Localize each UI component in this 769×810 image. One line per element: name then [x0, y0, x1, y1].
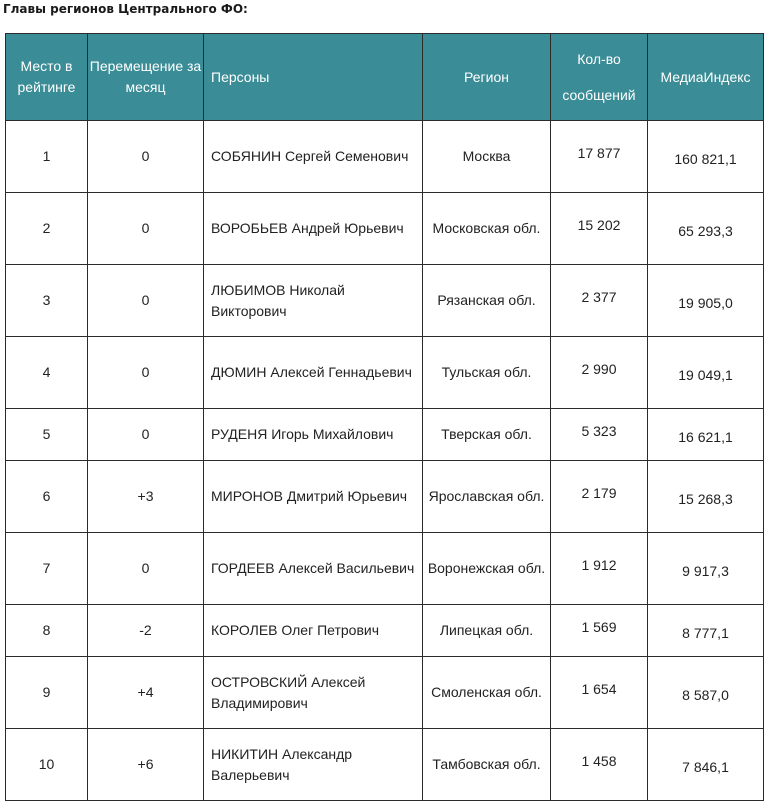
table-row: [6, 121, 764, 193]
cell-rank-text: 2: [42, 220, 51, 236]
cell-count: [551, 657, 648, 729]
cell-index: [648, 461, 764, 533]
cell-region-text: Смоленская обл.: [431, 684, 542, 700]
header-region: Регион: [423, 34, 551, 121]
cell-rank-text: 9: [42, 684, 51, 700]
cell-person: [204, 337, 423, 409]
cell-count-text: 1 912: [581, 557, 617, 573]
cell-rank: [6, 337, 88, 409]
cell-region-text: Московская обл.: [432, 220, 541, 236]
table-row: [6, 729, 764, 801]
header-move: Перемещение за месяц: [88, 34, 204, 121]
cell-region: [423, 461, 551, 533]
cell-count: [551, 533, 648, 605]
cell-count-text: 1 458: [581, 753, 617, 769]
cell-count: [551, 605, 648, 657]
cell-person-text: ГОРДЕЕВ Алексей Васильевич: [211, 560, 415, 576]
cell-index-text: 8 587,0: [682, 687, 729, 703]
cell-move: [88, 461, 204, 533]
header-rank: Место в рейтинге: [6, 34, 88, 121]
cell-person-text: КОРОЛЕВ Олег Петрович: [211, 622, 380, 638]
cell-person: [204, 657, 423, 729]
cell-move-text: 0: [141, 364, 150, 380]
cell-move-text: 0: [141, 220, 150, 236]
cell-rank: [6, 533, 88, 605]
cell-region: [423, 337, 551, 409]
cell-rank: [6, 461, 88, 533]
table-row: [6, 409, 764, 461]
cell-region-text: Москва: [462, 148, 511, 164]
cell-move-text: 0: [141, 426, 150, 442]
cell-count-text: 1 569: [581, 619, 617, 635]
cell-rank: [6, 265, 88, 337]
cell-region-text: Тульская обл.: [441, 364, 532, 380]
cell-index-text: 19 905,0: [678, 295, 733, 311]
cell-index-text: 160 821,1: [674, 151, 737, 167]
cell-count-text: 15 202: [577, 217, 621, 233]
table-row: [6, 337, 764, 409]
table-header-row: [6, 34, 764, 121]
cell-person: [204, 121, 423, 193]
cell-region-text: Рязанская обл.: [437, 292, 536, 308]
cell-person-text: ДЮМИН Алексей Геннадьевич: [211, 364, 412, 380]
header-count: [551, 34, 648, 121]
cell-move-text: -2: [139, 622, 152, 638]
cell-rank: [6, 657, 88, 729]
cell-region: [423, 657, 551, 729]
cell-rank-text: 3: [42, 292, 51, 308]
table-row: [6, 193, 764, 265]
cell-move: [88, 729, 204, 801]
cell-move: [88, 657, 204, 729]
cell-index-text: 8 777,1: [682, 625, 729, 641]
cell-rank-text: 6: [42, 488, 51, 504]
cell-index-text: 19 049,1: [678, 367, 733, 383]
ranking-table: [5, 33, 764, 801]
cell-rank-text: 10: [38, 756, 55, 772]
cell-region-text: Тамбовская обл.: [432, 756, 541, 772]
cell-rank-text: 4: [42, 364, 51, 380]
cell-index-text: 16 621,1: [678, 429, 733, 445]
cell-person: [204, 409, 423, 461]
table-row: [6, 461, 764, 533]
cell-person-text: СОБЯНИН Сергей Семенович: [211, 148, 409, 164]
cell-index: [648, 729, 764, 801]
cell-count-text: 5 323: [581, 423, 617, 439]
cell-person: [204, 461, 423, 533]
cell-index: [648, 409, 764, 461]
cell-rank-text: 5: [42, 426, 51, 442]
cell-count: [551, 265, 648, 337]
cell-move-text: 0: [141, 292, 150, 308]
table-row: [6, 657, 764, 729]
cell-person: [204, 729, 423, 801]
cell-rank: [6, 605, 88, 657]
cell-region: [423, 193, 551, 265]
cell-rank-text: 8: [42, 622, 51, 638]
cell-index: [648, 605, 764, 657]
cell-move-text: 0: [141, 560, 150, 576]
cell-rank: [6, 729, 88, 801]
cell-index: [648, 657, 764, 729]
cell-count-text: 2 377: [581, 289, 617, 305]
cell-region-text: Воронежская обл.: [427, 560, 546, 576]
cell-region: [423, 533, 551, 605]
table-row: [6, 605, 764, 657]
cell-move: [88, 409, 204, 461]
cell-region: [423, 265, 551, 337]
cell-index: [648, 121, 764, 193]
table-row: [6, 533, 764, 605]
cell-person-text: ВОРОБЬЕВ Андрей Юрьевич: [211, 220, 404, 236]
cell-region: [423, 121, 551, 193]
cell-count-text: 1 654: [581, 681, 617, 697]
cell-region-text: Тверская обл.: [441, 426, 532, 442]
cell-rank-text: 7: [42, 560, 51, 576]
cell-move-text: 0: [141, 148, 150, 164]
cell-count-text: 2 179: [581, 485, 617, 501]
cell-move: [88, 533, 204, 605]
cell-move-text: +3: [137, 488, 154, 504]
cell-person-text: ЛЮБИМОВ Николай Викторович: [211, 281, 345, 319]
header-count-text: Кол-во сообщений: [562, 51, 636, 103]
cell-index-text: 7 846,1: [682, 759, 729, 775]
cell-count: [551, 729, 648, 801]
cell-index-text: 65 293,3: [678, 223, 733, 239]
cell-index: [648, 265, 764, 337]
cell-move: [88, 193, 204, 265]
cell-index: [648, 337, 764, 409]
cell-count-text: 17 877: [577, 145, 621, 161]
header-index: МедиаИндекс: [648, 34, 764, 121]
cell-move: [88, 605, 204, 657]
cell-person-text: НИКИТИН Александр Валерьевич: [211, 745, 353, 783]
cell-person-text: МИРОНОВ Дмитрий Юрьевич: [211, 488, 408, 504]
cell-count: [551, 409, 648, 461]
cell-move-text: +6: [137, 756, 154, 772]
cell-region: [423, 605, 551, 657]
cell-count: [551, 193, 648, 265]
cell-index-text: 9 917,3: [682, 563, 729, 579]
cell-person: [204, 533, 423, 605]
cell-move-text: +4: [137, 684, 154, 700]
cell-rank: [6, 193, 88, 265]
cell-person: [204, 605, 423, 657]
cell-index-text: 15 268,3: [678, 491, 733, 507]
cell-count: [551, 337, 648, 409]
cell-move: [88, 265, 204, 337]
cell-rank: [6, 121, 88, 193]
cell-person: [204, 265, 423, 337]
cell-person-text: РУДЕНЯ Игорь Михайлович: [211, 426, 394, 442]
cell-count: [551, 121, 648, 193]
cell-move: [88, 121, 204, 193]
cell-rank-text: 1: [42, 148, 51, 164]
cell-person: [204, 193, 423, 265]
cell-region: [423, 409, 551, 461]
cell-person-text: ОСТРОВСКИЙ Алексей Владимирович: [211, 673, 366, 711]
cell-region-text: Липецкая обл.: [439, 622, 534, 638]
cell-index: [648, 533, 764, 605]
cell-move: [88, 337, 204, 409]
cell-rank: [6, 409, 88, 461]
table-row: [6, 265, 764, 337]
page-title: Главы регионов Центрального ФО:: [3, 2, 248, 16]
cell-count: [551, 461, 648, 533]
header-person: Персоны: [204, 34, 423, 121]
cell-index: [648, 193, 764, 265]
cell-region: [423, 729, 551, 801]
cell-region-text: Ярославская обл.: [428, 488, 545, 504]
cell-count-text: 2 990: [581, 361, 617, 377]
